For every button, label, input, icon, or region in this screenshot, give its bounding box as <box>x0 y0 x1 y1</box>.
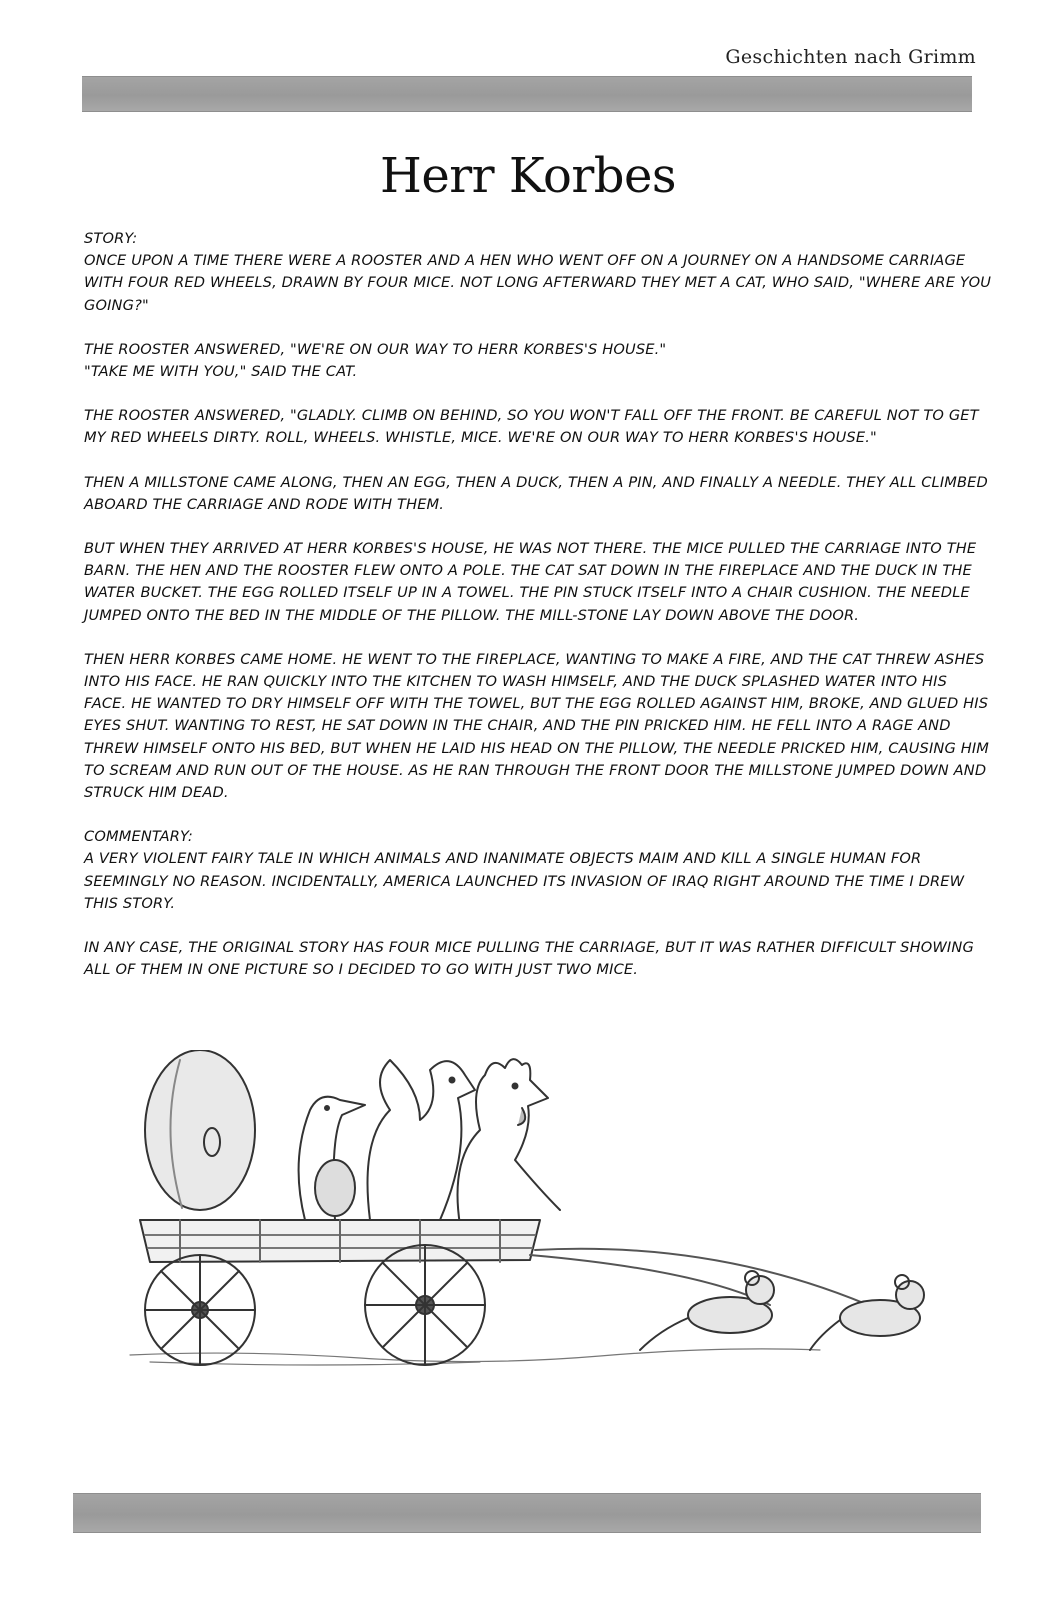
story-paragraph: THEN A MILLSTONE CAME ALONG, THEN AN EGG, THEN A DUCK, THEN A PIN, AND FINALLY A NEEDLE. THEY ALL CLIMBED ABOARD THE CARRIAGE AND RODE WITH THEM. <box>84 473 988 513</box>
story-paragraph: BUT WHEN THEY ARRIVED AT HERR KORBES'S HOUSE, HE WAS NOT THERE. THE MICE PULLED THE CARRIAGE INTO THE BARN. THE HEN AND THE ROOSTER FLEW ONTO A POLE. THE CAT SAT DOWN IN THE FIREPLACE AND THE DUCK IN THE WATER BUCKET. THE EGG ROLLED ITSELF UP IN A TOWEL. THE PIN STUCK ITSELF INTO A CHAIR CUSHION. THE NEEDLE JUMPED ONTO THE BED IN THE MIDDLE OF THE PILLOW. THE MILL-STONE LAY DOWN ABOVE THE DOOR. <box>84 540 977 624</box>
hen-icon <box>368 1060 476 1220</box>
story-text <box>84 228 994 1003</box>
commentary-label: COMMENTARY: <box>84 828 193 846</box>
header-bar <box>82 76 972 112</box>
rooster-icon <box>458 1059 561 1225</box>
story-paragraph: ONCE UPON A TIME THERE WERE A ROOSTER AND A HEN WHO WENT OFF ON A JOURNEY ON A HANDSOME CARRIAGE WITH FOUR RED WHEELS, DRAWN BY FOUR MICE. NOT LONG AFTERWARD THEY MET A CAT, WHO SAID, "WHERE ARE YOU GOING?" <box>84 252 992 314</box>
commentary-paragraph: IN ANY CASE, THE ORIGINAL STORY HAS FOUR MICE PULLING THE CARRIAGE, BUT IT WAS RATHER DIFFICULT SHOWING ALL OF THEM IN ONE PICTURE SO I DECIDED TO GO WITH JUST TWO MICE. <box>84 939 974 979</box>
egg-icon <box>315 1160 355 1216</box>
footer-bar <box>73 1493 981 1533</box>
wheel-icon <box>365 1245 485 1365</box>
ground-lines <box>130 1349 820 1365</box>
commentary-paragraph: A VERY VIOLENT FAIRY TALE IN WHICH ANIMALS AND INANIMATE OBJECTS MAIM AND KILL A SINGLE HUMAN FOR SEEMINGLY NO REASON. INCIDENTALLY, AMERICA LAUNCHED ITS INVASION OF IRAQ RIGHT AROUND THE TIME I DREW THIS STORY. <box>84 850 965 912</box>
story-paragraph: THE ROOSTER ANSWERED, "GLADLY. CLIMB ON BEHIND, SO YOU WON'T FALL OFF THE FRONT. BE CAREFUL NOT TO GET MY RED WHEELS DIRTY. ROLL, WHEELS. WHISTLE, MICE. WE'RE ON OUR WAY TO HERR KORBES'S HOUSE." <box>84 407 979 447</box>
story-label: STORY: <box>84 230 138 247</box>
running-head: Geschichten nach Grimm <box>725 46 976 68</box>
carriage-illustration <box>120 1050 1000 1430</box>
story-paragraph: THE ROOSTER ANSWERED, "WE'RE ON OUR WAY TO HERR KORBES'S HOUSE." "TAKE ME WITH YOU," SAID THE CAT. <box>84 340 667 381</box>
story-paragraph: THEN HERR KORBES CAME HOME. HE WENT TO THE FIREPLACE, WANTING TO MAKE A FIRE, AND THE CAT THREW ASHES INTO HIS FACE. HE RAN QUICKLY INTO THE KITCHEN TO WASH HIMSELF, AND THE DUCK SPLASHED WATER INTO HIS FACE. HE WANTED TO DRY HIMSELF OFF WITH THE TOWEL, BUT THE EGG ROLLED AGAINST HIM, BROKE, AND GLUED HIS EYES SHUT. WANTING TO REST, HE SAT DOWN IN THE CHAIR, AND THE PIN PRICKED HIM. HE FELL INTO A RAGE AND THREW HIMSELF ONTO HIS BED, BUT WHEN HE LAID HIS HEAD ON THE PILLOW, THE NEEDLE PRICKED HIM, CAUSING HIM TO SCREAM AND RUN OUT OF THE HOUSE. AS HE RAN THROUGH THE FRONT DOOR THE MILLSTONE JUMPED DOWN AND STRUCK HIM DEAD. <box>84 650 990 802</box>
mouse-icon <box>810 1275 924 1350</box>
millstone-icon <box>145 1050 255 1210</box>
page-title: Herr Korbes <box>379 148 677 204</box>
wheel-icon <box>145 1255 255 1365</box>
